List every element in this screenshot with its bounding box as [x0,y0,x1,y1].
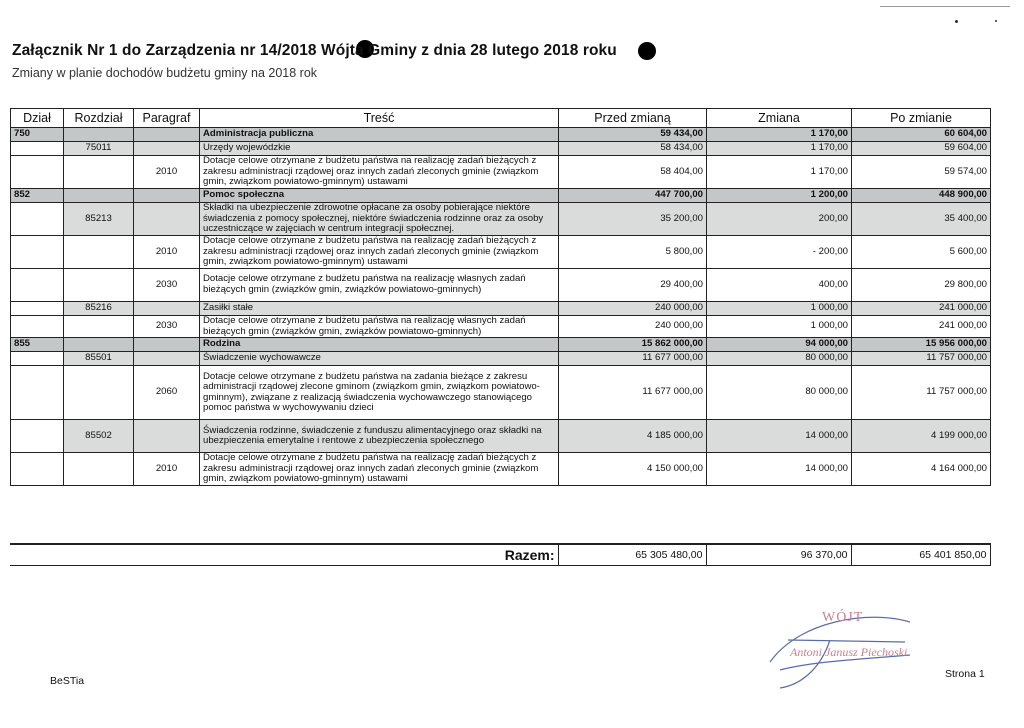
cell-zmiana: 80 000,00 [707,366,852,420]
cell-przed: 58 404,00 [559,156,707,189]
cell-zmiana: 14 000,00 [707,453,852,486]
cell-po: 60 604,00 [852,128,991,142]
cell-tresc: Urzędy wojewódzkie [200,142,559,156]
cell-paragraf: 2010 [134,156,200,189]
budget-table [10,108,991,486]
cell-przed: 5 800,00 [559,236,707,269]
cell-przed: 29 400,00 [559,269,707,302]
cell-paragraf: 2010 [134,236,200,269]
cell-przed: 35 200,00 [559,203,707,236]
cell-paragraf: 2060 [134,366,200,420]
total-table [10,543,991,566]
cell-tresc: Pomoc społeczna [200,189,559,203]
cell-tresc: Dotacje celowe otrzymane z budżetu państwa na realizację własnych zadań bieżących gmin (związków gmin, związków powiatowo-gminnych) [200,269,559,302]
cell-paragraf: 2030 [134,269,200,302]
cell-po: 4 164 000,00 [852,453,991,486]
cell-rozdzial: 85213 [64,203,134,236]
cell-tresc: Świadczenia rodzinne, świadczenie z funduszu alimentacyjnego oraz składki na ubezpieczenia emerytalne i rentowe z ubezpieczenia społecznego [200,420,559,453]
table-row-dzial [11,189,991,203]
cell-zmiana: 400,00 [707,269,852,302]
cell-zmiana: 1 170,00 [707,128,852,142]
cell-zmiana: 1 000,00 [707,316,852,338]
cell-przed: 15 862 000,00 [559,338,707,352]
col-dzial: Dział [11,109,64,128]
table-row-rozdzial [11,302,991,316]
table-row-paragraf [11,236,991,269]
cell-tresc: Składki na ubezpieczenie zdrowotne opłacane za osoby pobierające niektóre świadczenia z pomocy społecznej, niektóre świadczenia rodzinne oraz za osoby uczestniczące w zajęciach w centrum integracji społecznej. [200,203,559,236]
cell-po: 5 600,00 [852,236,991,269]
cell-po: 35 400,00 [852,203,991,236]
stamp-name: Antoni Janusz Piechoski [790,645,908,659]
cell-rozdzial: 85502 [64,420,134,453]
cell-tresc: Dotacje celowe otrzymane z budżetu państwa na realizację zadań bieżących z zakresu administracji rządowej oraz innych zadań zleconych gminie (związkom gmin, związkom powiatowo-gminnym) ustawami [200,156,559,189]
cell-dzial: 852 [11,189,64,203]
cell-zmiana: 80 000,00 [707,352,852,366]
scan-speck [995,20,997,22]
cell-przed: 4 185 000,00 [559,420,707,453]
document-title: Załącznik Nr 1 do Zarządzenia nr 14/2018 Wójta Gminy z dnia 28 lutego 2018 roku [12,42,617,59]
cell-tresc: Dotacje celowe otrzymane z budżetu państwa na zadania bieżące z zakresu administracji rządowej zlecone gminom (związkom gmin, związkom powiatowo-gminnym), związane z realizacją świadczenia wychowawczego stanowiącego pomoc państwa w wychowywaniu dzieci [200,366,559,420]
punch-hole [638,42,656,60]
table-row-rozdzial [11,352,991,366]
cell-przed: 240 000,00 [559,316,707,338]
cell-tresc: Rodzina [200,338,559,352]
total-przed: 65 305 480,00 [558,544,706,566]
table-row-paragraf [11,269,991,302]
col-rozdzial: Rozdział [64,109,134,128]
cell-paragraf: 2030 [134,316,200,338]
cell-zmiana: 1 170,00 [707,156,852,189]
cell-tresc: Dotacje celowe otrzymane z budżetu państwa na realizację zadań bieżących z zakresu administracji rządowej oraz innych zadań zleconych gminie (związkom gmin, związkom powiatowo-gminnym) ustawami [200,236,559,269]
cell-po: 59 574,00 [852,156,991,189]
cell-po: 448 900,00 [852,189,991,203]
table-row-rozdzial [11,420,991,453]
cell-po: 11 757 000,00 [852,366,991,420]
table-row-rozdzial [11,203,991,236]
cell-po: 4 199 000,00 [852,420,991,453]
total-row [10,544,990,566]
cell-tresc: Dotacje celowe otrzymane z budżetu państwa na realizację własnych zadań bieżących gmin (związków gmin, związków powiatowo-gminnych) [200,316,559,338]
cell-po: 59 604,00 [852,142,991,156]
table-row-dzial [11,338,991,352]
cell-przed: 240 000,00 [559,302,707,316]
cell-przed: 58 434,00 [559,142,707,156]
cell-dzial: 855 [11,338,64,352]
total-zmiana: 96 370,00 [706,544,851,566]
cell-paragraf: 2010 [134,453,200,486]
table-row-paragraf [11,156,991,189]
footer-page-number: Strona 1 [945,668,985,680]
table-row-paragraf [11,366,991,420]
table-row-rozdzial [11,142,991,156]
cell-rozdzial: 85501 [64,352,134,366]
cell-rozdzial: 85216 [64,302,134,316]
table-row-paragraf [11,316,991,338]
cell-tresc: Dotacje celowe otrzymane z budżetu państwa na realizację zadań bieżących z zakresu administracji rządowej oraz innych zadań zleconych gminie (związkom gmin, związkom powiatowo-gminnym) ustawami [200,453,559,486]
cell-rozdzial: 75011 [64,142,134,156]
col-po: Po zmianie [852,109,991,128]
cell-zmiana: 1 170,00 [707,142,852,156]
scan-speck [955,20,958,23]
col-tresc: Treść [200,109,559,128]
cell-przed: 11 677 000,00 [559,366,707,420]
cell-zmiana: 1 200,00 [707,189,852,203]
cell-zmiana: 200,00 [707,203,852,236]
cell-po: 29 800,00 [852,269,991,302]
cell-tresc: Zasiłki stałe [200,302,559,316]
cell-po: 241 000,00 [852,316,991,338]
cell-dzial: 750 [11,128,64,142]
cell-po: 241 000,00 [852,302,991,316]
cell-po: 15 956 000,00 [852,338,991,352]
cell-przed: 11 677 000,00 [559,352,707,366]
table-row-dzial [11,128,991,142]
cell-przed: 59 434,00 [559,128,707,142]
cell-po: 11 757 000,00 [852,352,991,366]
col-zmiana: Zmiana [707,109,852,128]
total-po: 65 401 850,00 [851,544,990,566]
cell-przed: 447 700,00 [559,189,707,203]
cell-zmiana: 1 000,00 [707,302,852,316]
total-label: Razem: [10,544,558,566]
col-przed: Przed zmianą [559,109,707,128]
table-row-paragraf [11,453,991,486]
cell-zmiana: - 200,00 [707,236,852,269]
stamp-title: WÓJT [822,610,864,625]
table-header [11,109,991,128]
col-paragraf: Paragraf [134,109,200,128]
cell-przed: 4 150 000,00 [559,453,707,486]
footer-software: BeSTia [50,675,85,687]
cell-tresc: Świadczenie wychowawcze [200,352,559,366]
cell-zmiana: 94 000,00 [707,338,852,352]
cell-zmiana: 14 000,00 [707,420,852,453]
cell-tresc: Administracja publiczna [200,128,559,142]
document-subtitle: Zmiany w planie dochodów budżetu gminy na 2018 rok [12,66,318,80]
scan-line [880,6,1010,7]
